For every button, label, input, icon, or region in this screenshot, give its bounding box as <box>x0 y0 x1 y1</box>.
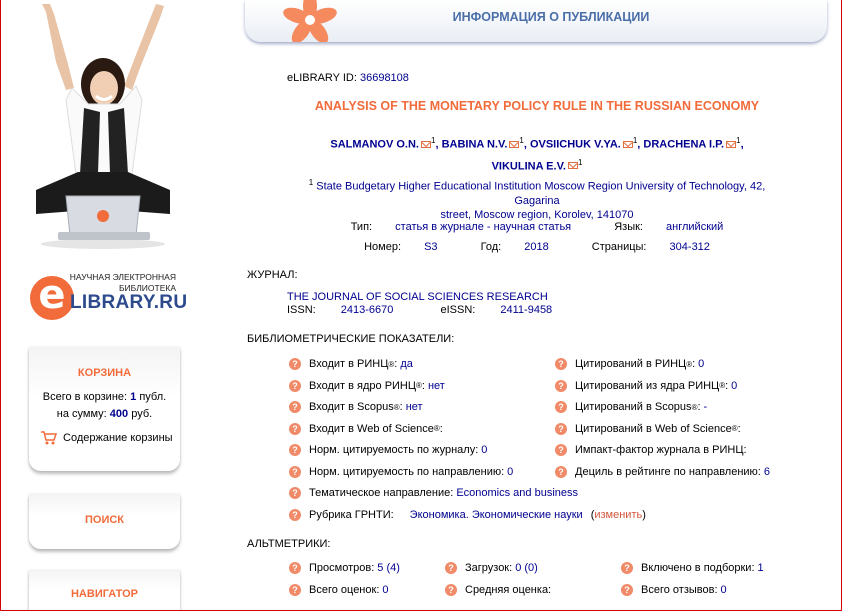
cit-scopus-item: ? Цитирований в Scopus ® : - <box>555 401 707 413</box>
journal-name-link[interactable]: THE JOURNAL OF SOCIAL SCIENCES RESEARCH <box>287 291 548 303</box>
mail-icon[interactable] <box>509 141 519 148</box>
mail-icon[interactable] <box>568 162 578 169</box>
page-title: ИНФОРМАЦИЯ О ПУБЛИКАЦИИ <box>452 10 650 24</box>
question-icon[interactable]: ? <box>555 401 567 413</box>
question-icon[interactable]: ? <box>445 584 457 596</box>
bibliometrics-row <box>289 487 819 509</box>
logo-subtitle-line1: НАУЧНАЯ ЭЛЕКТРОННАЯ <box>69 272 176 282</box>
question-icon[interactable]: ? <box>289 466 301 478</box>
rinc-in-item: ? Входит в РИНЦ ® : да <box>289 358 413 370</box>
publication-type-row: Тип: статья в журнале - научная статья Язык: английский <box>350 221 724 233</box>
bibliometrics-row <box>289 380 819 402</box>
question-icon[interactable]: ? <box>289 380 301 392</box>
wos-in-item: ? Входит в Web of Science ® : <box>289 423 446 435</box>
woman-with-laptop-image <box>28 4 178 252</box>
cart-title[interactable]: КОРЗИНА <box>77 367 132 379</box>
issue-year: 2018 <box>524 241 549 253</box>
bibliometrics-row <box>289 466 819 488</box>
logo-text: LIBRARY.RU <box>70 292 188 313</box>
cart-contents-link[interactable] <box>41 431 180 445</box>
question-icon[interactable]: ? <box>445 562 457 574</box>
author-link[interactable]: BABINA N.V. <box>441 138 508 151</box>
search-panel[interactable] <box>29 494 180 549</box>
decile-item: ? Дециль в рейтинге по направлению: 6 <box>555 466 770 478</box>
norm-direction-item: ? Норм. цитируемость по направлению: 0 <box>289 466 513 478</box>
left-sidebar <box>0 0 215 611</box>
author-link[interactable]: SALMANOV O.N. <box>330 138 419 151</box>
logo-subtitle-line2: БИБЛИОТЕКА <box>118 283 176 293</box>
question-icon[interactable]: ? <box>289 444 301 456</box>
altmetrics-heading: АЛЬТМЕТРИКИ: <box>247 538 331 550</box>
elibrary-logo[interactable] <box>30 272 190 322</box>
question-icon[interactable]: ? <box>289 562 301 574</box>
elibrary-id-value[interactable]: 36698108 <box>359 72 409 84</box>
page-header <box>245 0 827 42</box>
logo-e-icon: e <box>30 276 74 320</box>
authors-list: SALMANOV O.N. $^1$, BABINA N.V. $^1$, OVSIICHUK V.YA. $^1$, DRACHENA I.P. $^1$, VIKULINA E.V. $^1$ <box>330 136 744 173</box>
question-icon[interactable]: ? <box>621 584 633 596</box>
cit-core-item: ? Цитирований из ядра РИНЦ ® : 0 <box>555 380 737 392</box>
navigator-title[interactable]: НАВИГАТОР <box>70 588 138 600</box>
cart-contents-label: Содержание корзины <box>63 432 173 444</box>
collections-item: ? Включено в подборки: 1 <box>621 562 764 574</box>
topic-item: ? Тематическое направление: Economics and business <box>289 487 578 499</box>
altmetrics-grid <box>289 562 819 605</box>
mail-icon[interactable] <box>421 141 431 148</box>
scopus-in-item: ? Входит в Scopus ® : нет <box>289 401 423 413</box>
question-icon[interactable]: ? <box>555 466 567 478</box>
question-icon[interactable]: ? <box>555 444 567 456</box>
bibliometrics-grid <box>289 358 819 530</box>
affiliation: $^1$ State Budgetary Higher Educational Institution Moscow Region University of Technology, 42, Gagarina street, Moscow region, Korolev, 141070 <box>308 178 766 221</box>
publication-title: ANALYSIS OF THE MONETARY POLICY RULE IN THE RUSSIAN ECONOMY <box>314 99 760 113</box>
question-icon[interactable]: ? <box>289 401 301 413</box>
cart-panel <box>29 347 180 471</box>
publication-issue-row: Номер: S3 Год: 2018 Страницы: 304-312 <box>364 241 710 253</box>
author-link[interactable]: OVSIICHUK V.YA. <box>529 138 621 151</box>
publication-type: статья в журнале - научная статья <box>395 221 572 233</box>
author-link[interactable]: VIKULINA E.V. <box>491 160 566 173</box>
altmetrics-row <box>289 584 819 606</box>
views-item: ? Просмотров: 5 (4) <box>289 562 400 574</box>
bibliometrics-row <box>289 401 819 423</box>
logo-subtitle <box>70 272 176 294</box>
bibliometrics-row <box>289 509 819 531</box>
grnti-item: ? Рубрика ГРНТИ: Экономика. Экономические науки ( изменить ) <box>289 509 646 521</box>
topic-link[interactable]: Economics and business <box>456 487 579 499</box>
cit-rinc-item: ? Цитирований в РИНЦ ® : 0 <box>555 358 704 370</box>
downloads-item: ? Загрузок: 0 (0) <box>445 562 538 574</box>
question-icon[interactable]: ? <box>621 562 633 574</box>
navigator-panel[interactable] <box>29 570 180 611</box>
mail-icon[interactable] <box>726 141 736 148</box>
cart-count: 1 <box>130 391 137 403</box>
cart-summary: Всего в корзине: 1 публ. на сумму: 400 руб. <box>42 391 167 420</box>
reviews-item: ? Всего отзывов: 0 <box>621 584 727 596</box>
question-icon[interactable]: ? <box>555 423 567 435</box>
rinc-core-item: ? Входит в ядро РИНЦ ® : нет <box>289 380 445 392</box>
question-icon[interactable]: ? <box>289 423 301 435</box>
search-title[interactable]: ПОИСК <box>84 514 125 526</box>
ratings-item: ? Всего оценок: 0 <box>289 584 389 596</box>
impact-factor-item: ? Импакт-фактор журнала в РИНЦ: <box>555 444 750 456</box>
question-icon[interactable]: ? <box>289 358 301 370</box>
pages: 304-312 <box>669 241 710 253</box>
cart-icon <box>41 431 57 445</box>
question-icon[interactable]: ? <box>289 509 301 521</box>
publication-language: английский <box>666 221 724 233</box>
journal-heading: ЖУРНАЛ: <box>247 269 298 281</box>
altmetrics-row <box>289 562 819 584</box>
cit-wos-item: ? Цитирований в Web of Science ® : <box>555 423 744 435</box>
bibliometrics-row <box>289 358 819 380</box>
bibliometrics-row <box>289 444 819 466</box>
norm-journal-item: ? Норм. цитируемость по журналу: 0 <box>289 444 487 456</box>
issue-number[interactable]: S3 <box>424 241 438 253</box>
mail-icon[interactable] <box>623 141 633 148</box>
journal-info <box>287 291 596 317</box>
question-icon[interactable]: ? <box>289 487 301 499</box>
bibliometrics-heading: БИБЛИОМЕТРИЧЕСКИЕ ПОКАЗАТЕЛИ: <box>247 333 455 345</box>
author-link[interactable]: DRACHENA I.P. <box>643 138 725 151</box>
elibrary-id: eLIBRARY ID: 36698108 <box>287 72 409 84</box>
cart-sum: 400 <box>109 408 129 420</box>
question-icon[interactable]: ? <box>555 380 567 392</box>
question-icon[interactable]: ? <box>289 584 301 596</box>
bibliometrics-row <box>289 423 819 445</box>
grnti-change-link[interactable]: изменить <box>594 508 643 521</box>
avg-rating-item: ? Средняя оценка: <box>445 584 554 596</box>
question-icon[interactable]: ? <box>555 358 567 370</box>
grnti-link[interactable]: Экономика. Экономические науки <box>409 508 583 521</box>
journal-issn: ISSN: 2413-6670 eISSN: 2411-9458 <box>287 304 553 316</box>
